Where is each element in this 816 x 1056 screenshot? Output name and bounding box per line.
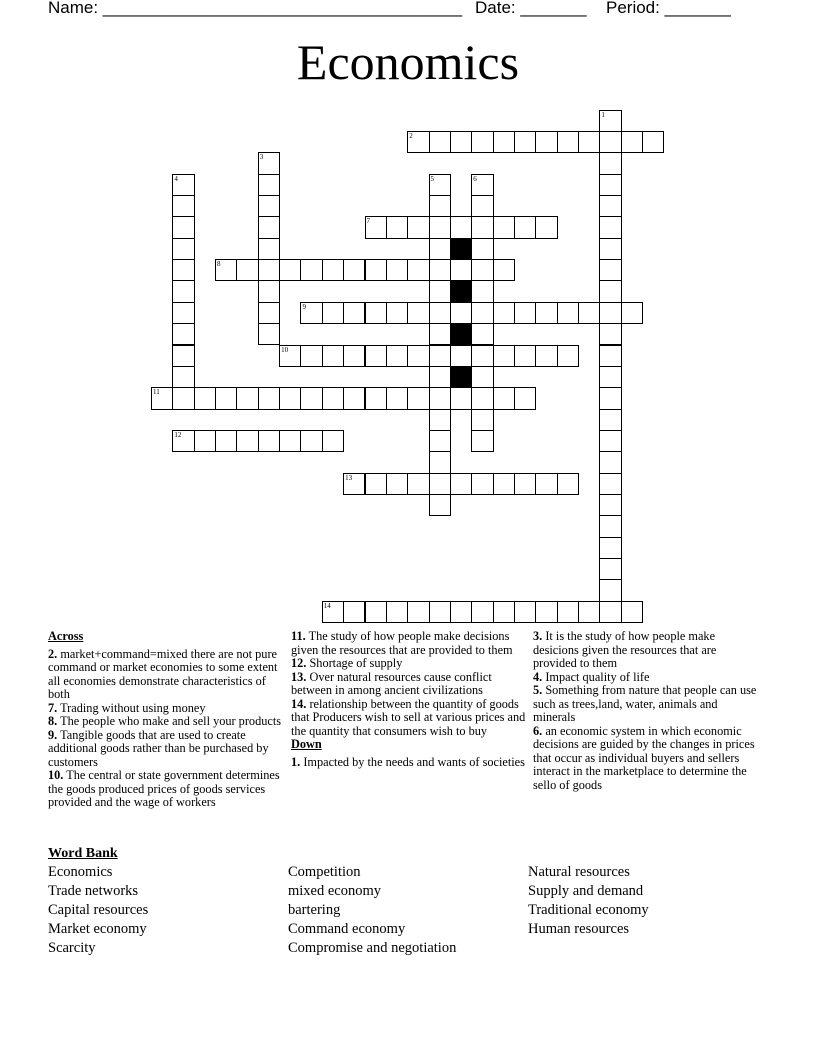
clue-number: 6 [473,174,477,183]
clue-across-2: 2. market+command=mixed there are not pure command or market economies to some extent all economies demonstrate characteristics of both [48,646,278,701]
clue-across-12: 12. Shortage of supply [291,656,403,670]
crossword-cell[interactable] [407,601,429,623]
crossword-cell[interactable] [535,302,557,324]
crossword-cell[interactable] [599,152,621,174]
crossword-cell[interactable] [300,387,322,409]
word-bank-item: Trade networks [48,883,139,899]
clue-down-3: 3. It is the study of how people make desicions given the resources that are provided to them [533,629,717,670]
crossword-cell[interactable] [258,280,280,302]
crossword-cell[interactable] [621,131,643,153]
crossword-block [450,323,472,345]
crossword-cell[interactable] [471,430,493,452]
crossword-cell[interactable] [258,302,280,324]
crossword-cell[interactable] [535,473,557,495]
crossword-cell[interactable] [514,131,536,153]
word-bank-item: Capital resources [48,902,149,918]
word-bank-item: Traditional economy [528,902,649,918]
crossword-cell[interactable] [172,238,194,260]
crossword-cell[interactable] [429,345,451,367]
crossword-cell[interactable] [236,430,258,452]
crossword-cell[interactable] [450,216,472,238]
crossword-cell[interactable] [599,366,621,388]
crossword-cell[interactable] [471,387,493,409]
crossword-cell[interactable] [599,473,621,495]
crossword-cell[interactable] [172,387,194,409]
crossword-cell[interactable] [343,387,365,409]
crossword-cell[interactable] [429,216,451,238]
crossword-cell[interactable] [599,280,621,302]
clue-number: 10 [281,345,289,354]
crossword-cell[interactable] [493,387,515,409]
clue-across-11: 11. The study of how people make decisions given the resources that are provided to them [291,629,513,657]
crossword-cell[interactable] [578,131,600,153]
crossword-cell[interactable] [535,216,557,238]
crossword-cell[interactable] [407,473,429,495]
crossword-cell[interactable] [194,387,216,409]
crossword-cell[interactable] [599,409,621,431]
clue-across-8: 8. The people who make and sell your products [48,714,282,728]
crossword-cell[interactable] [429,451,451,473]
crossword-cell[interactable] [365,345,387,367]
crossword-cell[interactable] [279,387,301,409]
crossword-cell[interactable] [429,473,451,495]
crossword-cell[interactable] [258,323,280,345]
crossword-cell[interactable] [407,259,429,281]
word-bank-item: mixed economy [288,883,382,899]
crossword-cell[interactable] [599,579,621,601]
period-field[interactable]: Period: _______ [606,0,731,17]
crossword-cell[interactable] [429,366,451,388]
crossword-cell[interactable] [599,323,621,345]
clue-number: 14 [323,601,331,610]
clue-across-14: 14. relationship between the quantity of goods that Producers wish to sell at various prices and the quantity that consumers wish to buy [291,696,526,738]
crossword-cell[interactable] [258,195,280,217]
crossword-cell[interactable] [471,345,493,367]
crossword-cell[interactable] [599,537,621,559]
crossword-cell[interactable] [599,195,621,217]
crossword-cell[interactable] [599,387,621,409]
crossword-cell[interactable] [386,216,408,238]
crossword-cell[interactable] [407,216,429,238]
clue-number: 2 [409,132,413,140]
crossword-cell[interactable] [471,473,493,495]
crossword-cell[interactable] [599,259,621,281]
crossword-cell[interactable] [365,259,387,281]
crossword-cell[interactable] [557,302,579,324]
crossword-cell[interactable] [535,601,557,623]
crossword-cell[interactable] [493,473,515,495]
word-bank-item: Competition [288,864,361,880]
crossword-cell[interactable] [599,558,621,580]
crossword-cell[interactable] [279,259,301,281]
crossword-cell[interactable] [514,345,536,367]
crossword-cell[interactable] [343,601,365,623]
crossword-cell[interactable] [365,387,387,409]
crossword-cell[interactable] [493,601,515,623]
crossword-cell[interactable] [172,216,194,238]
crossword-cell[interactable] [471,366,493,388]
crossword-cell[interactable] [493,302,515,324]
crossword-cell[interactable] [450,131,472,153]
across-heading: Across [48,629,84,643]
word-bank-item: Economics [48,864,113,880]
word-bank-item: Human resources [528,921,630,937]
crossword-cell[interactable] [599,174,621,196]
crossword-cell[interactable] [514,302,536,324]
crossword-cell[interactable] [599,451,621,473]
crossword-cell[interactable] [642,131,664,153]
clue-number: 8 [217,260,221,269]
crossword-cell[interactable] [215,387,237,409]
crossword-cell[interactable] [322,430,344,452]
clue-down-6: 6. an economic system in which economic decisions are guided by the changes in prices that occur as individual buyers and sellers interact in the marketplace to determine the sello of goods [533,723,755,792]
crossword-cell[interactable] [386,302,408,324]
crossword-cell[interactable] [429,409,451,431]
crossword-cell[interactable] [172,323,194,345]
word-bank-item: Supply and demand [528,883,644,899]
word-bank-item: Compromise and negotiation [288,940,457,956]
crossword-cell[interactable] [599,302,621,324]
crossword-cell[interactable] [386,345,408,367]
crossword-cell[interactable] [429,387,451,409]
crossword-cell[interactable] [450,473,472,495]
crossword-cell[interactable] [599,430,621,452]
crossword-cell[interactable] [514,387,536,409]
word-bank-item: Market economy [48,921,147,937]
crossword-cell[interactable] [322,345,344,367]
crossword-cell[interactable] [429,302,451,324]
clue-down-4: 4. Impact quality of life [533,669,650,684]
clue-number: 7 [366,217,370,226]
crossword-cell[interactable] [429,280,451,302]
crossword-cell[interactable] [429,494,451,516]
crossword-cell[interactable] [172,302,194,324]
crossword-cell[interactable] [322,302,344,324]
crossword-cell[interactable] [599,601,621,623]
crossword-cell[interactable] [450,601,472,623]
crossword-cell[interactable] [236,259,258,281]
crossword-cell[interactable] [386,601,408,623]
crossword-block [450,238,472,260]
word-bank-item: Scarcity [48,940,96,956]
crossword-cell[interactable] [493,345,515,367]
crossword-cell[interactable] [343,345,365,367]
crossword-cell[interactable] [386,387,408,409]
clues-column-2 [291,630,527,769]
word-bank-item: bartering [288,902,341,918]
crossword-cell[interactable] [514,601,536,623]
crossword-cell[interactable] [471,131,493,153]
crossword-cell[interactable] [471,280,493,302]
date-field[interactable]: Date: _______ [475,0,587,17]
clue-number: 12 [174,430,182,439]
crossword-cell[interactable] [514,473,536,495]
crossword-cell[interactable] [599,494,621,516]
clue-number: 1 [601,110,605,119]
crossword-cell[interactable] [279,430,301,452]
clue-number: 5 [430,174,435,183]
crossword-cell[interactable] [236,387,258,409]
crossword-cell[interactable] [300,430,322,452]
crossword-cell[interactable] [429,430,451,452]
crossword-cell[interactable] [194,430,216,452]
clue-number: 13 [345,473,353,482]
crossword-cell[interactable] [471,601,493,623]
crossword-cell[interactable] [471,259,493,281]
down-heading: Down [291,737,322,751]
crossword-cell[interactable] [471,323,493,345]
crossword-cell[interactable] [599,131,621,153]
crossword-cell[interactable] [471,238,493,260]
crossword-cell[interactable] [429,195,451,217]
crossword-cell[interactable] [365,302,387,324]
crossword-cell[interactable] [514,216,536,238]
clues-column-1 [48,630,282,810]
crossword-cell[interactable] [322,387,344,409]
crossword-cell[interactable] [471,195,493,217]
crossword-cell[interactable] [300,345,322,367]
crossword-cell[interactable] [450,302,472,324]
clue-across-13: 13. Over natural resources cause conflict between in among ancient civilizations [291,669,492,697]
crossword-cell[interactable] [365,601,387,623]
clue-number: 3 [259,153,264,162]
crossword-cell[interactable] [172,259,194,281]
crossword-cell[interactable] [215,430,237,452]
clue-across-7: 7. Trading without using money [48,700,206,715]
crossword-block [450,280,472,302]
crossword-cell[interactable] [429,238,451,260]
crossword-cell[interactable] [450,259,472,281]
crossword-cell[interactable] [599,238,621,260]
clue-across-10: 10. The central or state government determines the goods produced prices of goods services provided and the wage of workers [48,768,280,809]
crossword-cell[interactable] [578,302,600,324]
crossword-cell[interactable] [258,387,280,409]
crossword-cell[interactable] [493,131,515,153]
clue-number: 9 [302,302,306,311]
crossword-cell[interactable] [557,131,579,153]
crossword-cell[interactable] [172,195,194,217]
crossword-cell[interactable] [172,280,194,302]
crossword-cell[interactable] [621,601,643,623]
crossword-cell[interactable] [557,473,579,495]
page-title: Economics [296,34,520,90]
crossword-cell[interactable] [343,302,365,324]
word-bank-item: Command economy [288,921,406,937]
crossword-cell[interactable] [407,387,429,409]
clues-column-3 [533,630,761,792]
crossword-cell[interactable] [471,216,493,238]
clue-down-1: 1. Impacted by the needs and wants of societies [291,754,525,769]
crossword-cell[interactable] [258,238,280,260]
crossword-cell[interactable] [493,259,515,281]
crossword-cell[interactable] [557,601,579,623]
crossword-cell[interactable] [429,601,451,623]
word-bank-item: Natural resources [528,864,630,880]
clue-number: 11 [153,388,160,397]
crossword-cell[interactable] [258,259,280,281]
word-bank-title: Word Bank [48,846,118,861]
crossword-cell[interactable] [429,323,451,345]
crossword-block [450,366,472,388]
crossword-cell[interactable] [343,259,365,281]
crossword-cell[interactable] [599,345,621,367]
crossword-cell[interactable] [365,473,387,495]
crossword-cell[interactable] [258,216,280,238]
crossword-cell[interactable] [172,366,194,388]
crossword-cell[interactable] [493,216,515,238]
clue-across-9: 9. Tangible goods that are used to create additional goods rather than be purchased by customers [48,727,269,769]
crossword-cell[interactable] [407,302,429,324]
name-field[interactable]: Name: ______________________________________ [48,0,463,17]
crossword-cell[interactable] [172,345,194,367]
crossword-cell[interactable] [578,601,600,623]
clue-down-5: 5. Something from nature that people can use such as trees,land, water, animals and minerals [533,683,757,724]
crossword-cell[interactable] [621,302,643,324]
crossword-cell[interactable] [450,387,472,409]
clue-number: 4 [174,174,178,183]
crossword-cell[interactable] [535,345,557,367]
crossword-cell[interactable] [258,430,280,452]
crossword-cell[interactable] [300,259,322,281]
crossword-cell[interactable] [258,174,280,196]
crossword-cell[interactable] [429,259,451,281]
crossword-cell[interactable] [471,302,493,324]
crossword-cell[interactable] [429,131,451,153]
crossword-cell[interactable] [450,345,472,367]
crossword-cell[interactable] [535,131,557,153]
crossword-cell[interactable] [407,345,429,367]
crossword-cell[interactable] [599,515,621,537]
crossword-cell[interactable] [322,259,344,281]
crossword-cell[interactable] [471,409,493,431]
crossword-cell[interactable] [386,259,408,281]
crossword-cell[interactable] [599,216,621,238]
crossword-cell[interactable] [557,345,579,367]
crossword-cell[interactable] [386,473,408,495]
